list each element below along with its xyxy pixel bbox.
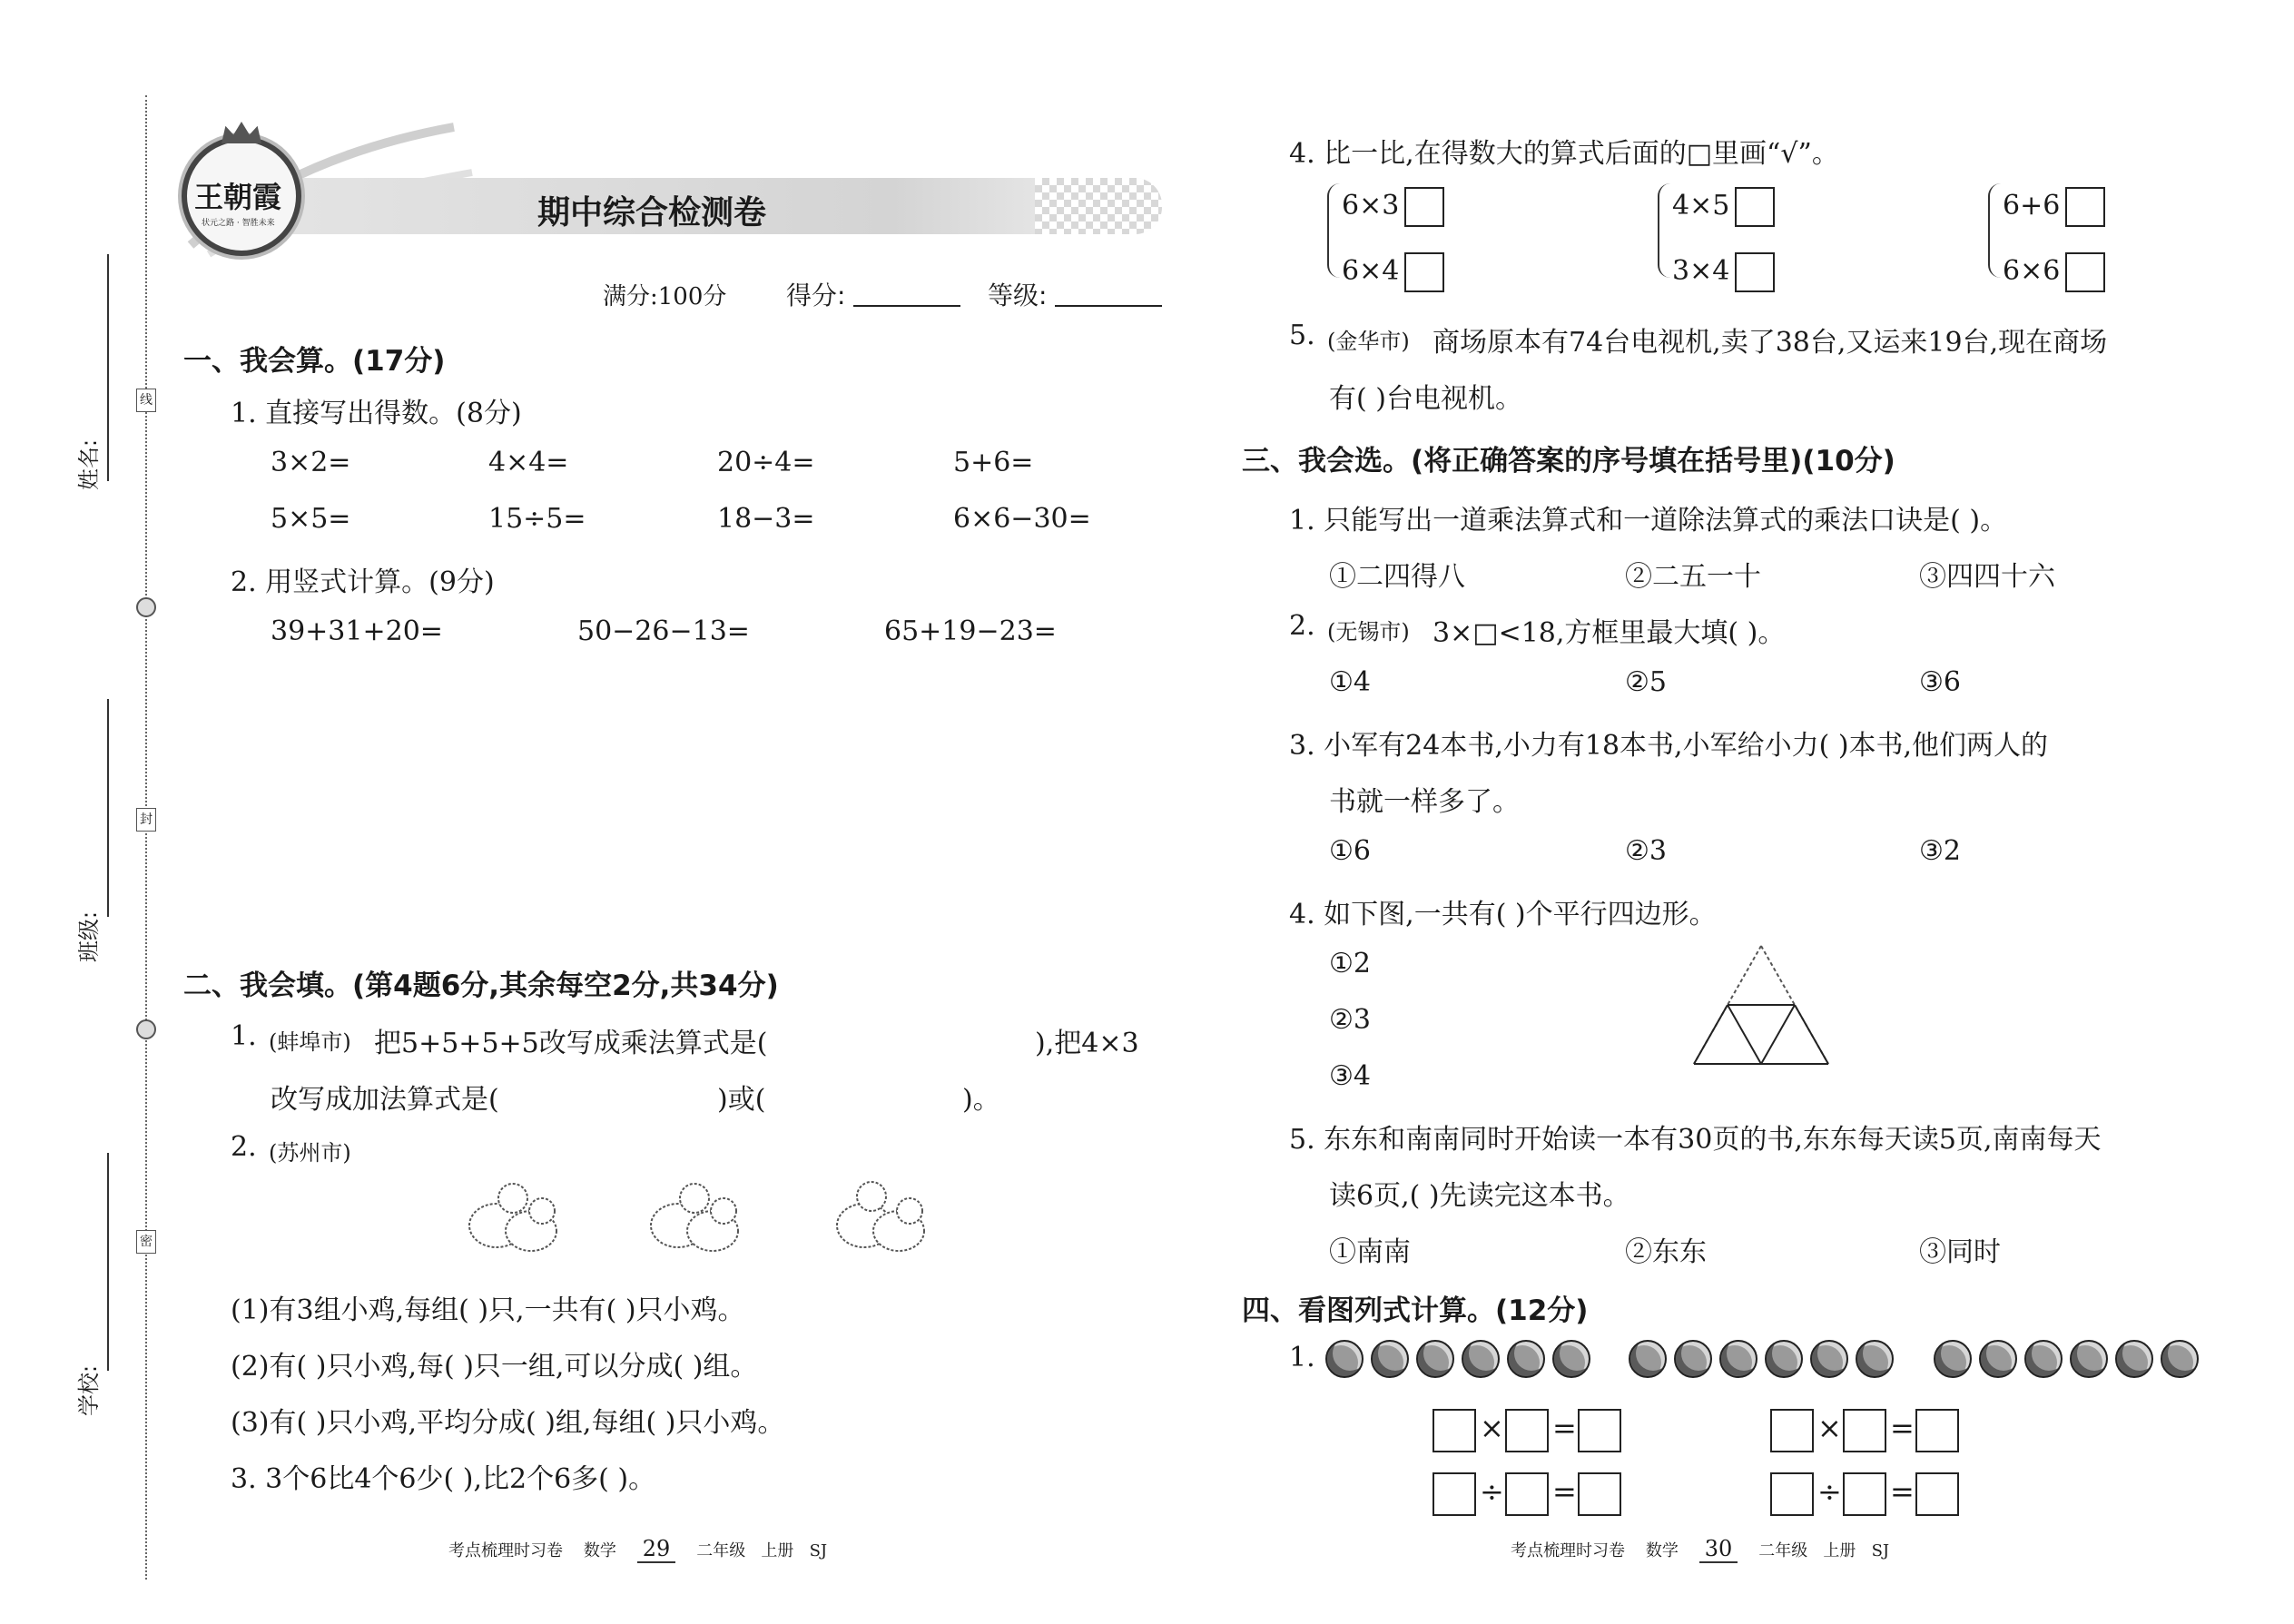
footer-grade: 二年级 (696, 1541, 746, 1560)
operator: = (1552, 1411, 1577, 1445)
footer-book: 考点梳理时习卷 (448, 1541, 563, 1560)
operator: × (1480, 1411, 1504, 1445)
chick-group-icon (458, 1171, 567, 1262)
full-score: 满分:100分 (603, 283, 727, 310)
s2-q2-line2: (2)有( )只小鸡,每( )只一组,可以分成( )组。 (231, 1351, 758, 1383)
option[interactable]: ③6 (1919, 666, 1961, 698)
option[interactable]: ②3 (1329, 1004, 1371, 1036)
score-blank[interactable] (853, 305, 960, 307)
s2-q2-city: (苏州市) (269, 1140, 351, 1166)
calc-item: 4×4= (488, 447, 569, 478)
vertical-calc-item: 50−26−13= (577, 615, 750, 647)
calc-item: 3×2= (271, 447, 351, 478)
s2-q4: 4. 比一比,在得数大的算式后面的□里画“√”。 (1289, 138, 1839, 170)
grade-blank[interactable] (1055, 305, 1162, 307)
footer-term: 上册 (1823, 1541, 1856, 1560)
s3-q1: 1. 只能写出一道乘法算式和一道除法算式的乘法口诀是( )。 (1289, 505, 2008, 536)
page-title: 期中综合检测卷 (537, 194, 767, 231)
brace (1988, 183, 2003, 278)
s2-q2-line1: (1)有3组小鸡,每组( )只,一共有( )只小鸡。 (231, 1294, 745, 1326)
answer-box[interactable] (1843, 1409, 1886, 1452)
s2-q2-line3: (3)有( )只小鸡,平均分成( )组,每组( )只小鸡。 (231, 1407, 785, 1439)
brace (1327, 183, 1342, 278)
s4-q1-num: 1. (1289, 1342, 1315, 1373)
s2-q1-city: (蚌埠市) (269, 1029, 351, 1055)
compare-expr: 6+6 (2003, 187, 2105, 227)
option[interactable]: ②3 (1625, 835, 1667, 867)
volleyball-icon (2024, 1340, 2063, 1378)
s2-q5-city: (金华市) (1327, 329, 1410, 354)
operator: = (1552, 1474, 1577, 1509)
s2-q5-text-a: 商场原本有74台电视机,卖了38台,又运来19台,现在商场 (1433, 327, 2108, 359)
volleyball-icon (2070, 1340, 2108, 1378)
compare-expr: 3×4 (1672, 252, 1775, 292)
calc-item: 5×5= (271, 503, 351, 535)
seal-mark-line: 线 (136, 389, 156, 412)
option[interactable]: ②5 (1625, 666, 1667, 698)
school-label: 学校: (76, 1364, 102, 1416)
binding-ring-icon (136, 597, 156, 617)
class-field-line[interactable] (107, 699, 109, 917)
footer-term: 上册 (761, 1541, 794, 1560)
section-1-title: 一、我会算。(17分) (183, 345, 446, 378)
s3-q5-b: 读6页,( )先读完这本书。 (1329, 1180, 1630, 1212)
triangle-figure (1690, 942, 1832, 1069)
s3-q4: 4. 如下图,一共有( )个平行四边形。 (1289, 899, 1717, 930)
class-label: 班级: (76, 910, 102, 962)
volleyball-icon (1674, 1340, 1712, 1378)
section-4-title: 四、看图列式计算。(12分) (1242, 1294, 1589, 1327)
s2-q1-text-a: 把5+5+5+5改写成乘法算式是( (374, 1028, 768, 1059)
calc-item: 18−3= (717, 503, 815, 535)
answer-box[interactable] (1578, 1472, 1621, 1516)
s2-q3: 3. 3个6比4个6少( ),比2个6多( )。 (231, 1463, 656, 1495)
volleyball-icon (2161, 1340, 2199, 1378)
calc-item: 6×6−30= (953, 503, 1091, 535)
s2-q1-num: 1. (231, 1020, 257, 1052)
footer-edition: SJ (809, 1541, 828, 1560)
answer-box[interactable] (1404, 187, 1444, 227)
s2-q1-text-d: )或( (717, 1084, 766, 1116)
compare-expr: 6×4 (1342, 252, 1444, 292)
option[interactable]: ①2 (1329, 948, 1371, 979)
footer-left (448, 1536, 827, 1561)
logo-badge (182, 136, 301, 256)
volleyball-icon (1371, 1340, 1409, 1378)
calc-item: 5+6= (953, 447, 1034, 478)
answer-box[interactable] (1735, 252, 1775, 292)
calc-item: 15÷5= (488, 503, 586, 535)
option[interactable]: ①6 (1329, 835, 1371, 867)
answer-box[interactable] (1915, 1409, 1959, 1452)
s2-q5-text-b: 有( )台电视机。 (1329, 383, 1522, 415)
volleyball-icon (1810, 1340, 1848, 1378)
option[interactable]: ①二四得八 (1329, 561, 1465, 593)
s3-q2-text: 3×□<18,方框里最大填( )。 (1433, 617, 1786, 649)
answer-box[interactable] (1843, 1472, 1886, 1516)
answer-box[interactable] (1505, 1409, 1549, 1452)
volleyball-icon (2115, 1340, 2153, 1378)
s1-q2: 2. 用竖式计算。(9分) (231, 566, 495, 598)
compare-expr: 6×3 (1342, 187, 1444, 227)
answer-box[interactable] (2065, 187, 2105, 227)
logo-small-text: 状元之路 · 智胜未来 (202, 219, 275, 228)
answer-box[interactable] (1770, 1409, 1814, 1452)
s2-q1-text-c: 改写成加法算式是( (271, 1084, 499, 1116)
vertical-calc-item: 39+31+20= (271, 615, 443, 647)
option[interactable]: ③同时 (1919, 1236, 2001, 1268)
answer-box[interactable] (1433, 1409, 1476, 1452)
volleyball-icon (1856, 1340, 1894, 1378)
score-label: 得分: (786, 281, 846, 310)
grade-label: 等级: (988, 281, 1048, 310)
answer-box[interactable] (1770, 1472, 1814, 1516)
chick-group-icon (826, 1171, 935, 1262)
answer-box[interactable] (1433, 1472, 1476, 1516)
seal-mark-seal: 封 (136, 808, 156, 832)
footer-right (1511, 1536, 1889, 1561)
s3-q2-city: (无锡市) (1327, 619, 1410, 645)
s1-q1: 1. 直接写出得数。(8分) (231, 398, 522, 429)
s2-q1-text-b: ),把4×3 (1035, 1028, 1139, 1059)
footer-edition: SJ (1871, 1541, 1890, 1560)
answer-box[interactable] (2065, 252, 2105, 292)
binding-line (145, 95, 147, 1580)
s3-q3-b: 书就一样多了。 (1329, 786, 1520, 818)
s3-q3-a: 3. 小军有24本书,小力有18本书,小军给小力( )本书,他们两人的 (1289, 730, 2049, 762)
s2-q2-num: 2. (231, 1131, 257, 1163)
footer-book: 考点梳理时习卷 (1511, 1541, 1625, 1560)
brace (1658, 183, 1672, 278)
volleyball-icon (1462, 1340, 1500, 1378)
operator: = (1890, 1474, 1915, 1509)
s2-q1-text-e: )。 (962, 1084, 1000, 1116)
logo-text: 王朝霞 (194, 180, 282, 214)
option[interactable]: ②东东 (1625, 1236, 1707, 1268)
answer-box[interactable] (1505, 1472, 1549, 1516)
operator: × (1817, 1411, 1842, 1445)
footer-subject: 数学 (583, 1541, 616, 1560)
school-field-line[interactable] (107, 1153, 109, 1371)
section-3-title: 三、我会选。(将正确答案的序号填在括号里)(10分) (1242, 445, 1895, 477)
calc-item: 20÷4= (717, 447, 815, 478)
option[interactable]: ①4 (1329, 666, 1371, 698)
volleyball-icon (1416, 1340, 1454, 1378)
option[interactable]: ①南南 (1329, 1236, 1411, 1268)
volleyball-icon (1934, 1340, 1972, 1378)
compare-expr: 4×5 (1672, 187, 1775, 227)
volleyball-icon (1719, 1340, 1757, 1378)
volleyball-icon (1979, 1340, 2017, 1378)
option[interactable]: ③4 (1329, 1060, 1371, 1092)
volleyball-icon (1765, 1340, 1803, 1378)
s3-q5-a: 5. 东东和南南同时开始读一本有30页的书,东东每天读5页,南南每天 (1289, 1124, 2102, 1156)
section-2-title: 二、我会填。(第4题6分,其余每空2分,共34分) (183, 969, 779, 1002)
chick-group-icon (640, 1171, 749, 1262)
operator: = (1890, 1411, 1915, 1445)
operator: ÷ (1480, 1474, 1504, 1509)
option[interactable]: ③四四十六 (1919, 561, 2055, 593)
binding-ring-icon (136, 1019, 156, 1039)
footer-grade: 二年级 (1758, 1541, 1808, 1560)
answer-box[interactable] (1404, 252, 1444, 292)
option[interactable]: ③2 (1919, 835, 1961, 867)
answer-box[interactable] (1578, 1409, 1621, 1452)
answer-box[interactable] (1915, 1472, 1959, 1516)
seal-mark-secret: 密 (136, 1230, 156, 1254)
option[interactable]: ②二五一十 (1625, 561, 1761, 593)
name-field-line[interactable] (107, 254, 109, 481)
vertical-calc-item: 65+19−23= (884, 615, 1057, 647)
volleyball-icon (1507, 1340, 1545, 1378)
s3-q2-num: 2. (1289, 610, 1315, 642)
compare-expr: 6×6 (2003, 252, 2105, 292)
checker-pattern (1035, 178, 1162, 234)
footer-subject: 数学 (1645, 1541, 1679, 1560)
volleyball-icon (1325, 1340, 1364, 1378)
operator: ÷ (1817, 1474, 1842, 1509)
volleyball-icon (1629, 1340, 1667, 1378)
page-number: 29 (637, 1536, 676, 1563)
answer-box[interactable] (1735, 187, 1775, 227)
name-label: 姓名: (76, 438, 102, 490)
volleyball-icon (1552, 1340, 1590, 1378)
page-number: 30 (1699, 1536, 1738, 1563)
s2-q5-num: 5. (1289, 320, 1315, 351)
